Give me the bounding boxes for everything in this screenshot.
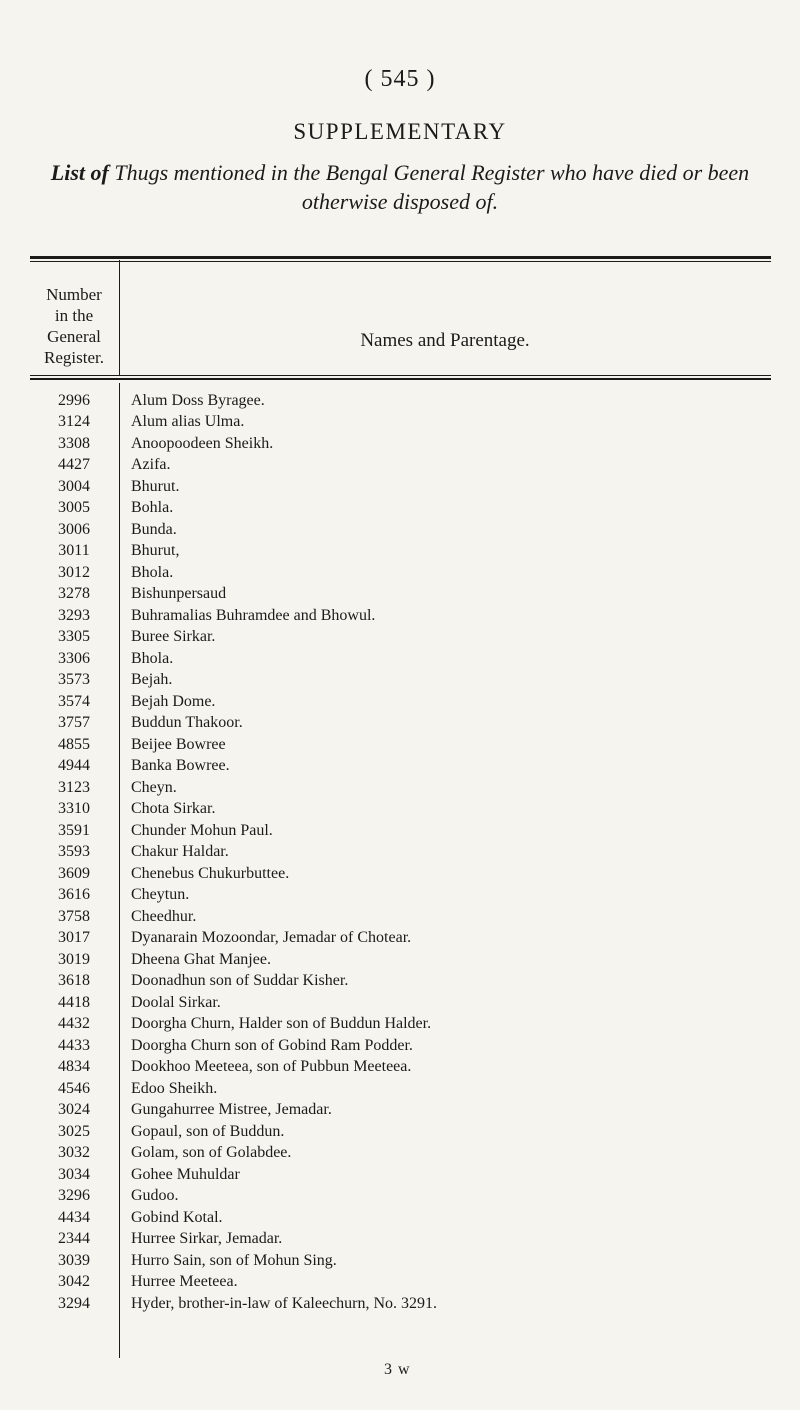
table-row [30, 863, 771, 885]
name-parentage: Doolal Sirkar. [131, 993, 221, 1011]
name-parentage: Cheytun. [131, 886, 190, 904]
register-number: 3025 [58, 1122, 90, 1140]
register-number: 3758 [58, 907, 90, 925]
table-row [30, 433, 771, 455]
register-number: 3123 [58, 778, 90, 796]
register-number: 3042 [58, 1273, 90, 1291]
name-parentage: Banka Bowree. [131, 757, 230, 775]
table-row [30, 1272, 771, 1294]
name-parentage: Bunda. [131, 520, 177, 538]
subtitle-part-2: Thugs mentioned in the Bengal General Register who have died or been otherwise disposed of. [108, 160, 750, 214]
name-parentage: Bohla. [131, 499, 174, 517]
header-number-line: General [47, 327, 101, 346]
table-row [30, 949, 771, 971]
name-parentage: Chunder Mohun Paul. [131, 821, 273, 839]
name-parentage: Chenebus Chukurbuttee. [131, 864, 290, 882]
name-parentage: Bhurut, [131, 542, 180, 560]
header-bottom-rule [30, 375, 771, 380]
table-row [30, 412, 771, 434]
table-row [30, 971, 771, 993]
name-parentage: Cheedhur. [131, 907, 197, 925]
name-parentage: Hurree Meeteea. [131, 1273, 238, 1291]
table-row [30, 992, 771, 1014]
register-number: 3017 [58, 929, 90, 947]
table-row [30, 498, 771, 520]
name-parentage: Chota Sirkar. [131, 800, 216, 818]
table-row [30, 1121, 771, 1143]
table-row [30, 1207, 771, 1229]
table-row [30, 756, 771, 778]
register-number: 3034 [58, 1165, 90, 1183]
name-parentage: Gopaul, son of Buddun. [131, 1122, 285, 1140]
register-number: 3124 [58, 413, 90, 431]
name-parentage: Anoopoodeen Sheikh. [131, 434, 274, 452]
table-row [30, 799, 771, 821]
name-parentage: Bhola. [131, 563, 174, 581]
name-parentage: Cheyn. [131, 778, 177, 796]
table-row [30, 1143, 771, 1165]
top-rule [30, 256, 771, 262]
table-row [30, 541, 771, 563]
register-number: 4834 [58, 1058, 90, 1076]
register-number: 3308 [58, 434, 90, 452]
table-row [30, 390, 771, 412]
register-table [30, 390, 771, 1315]
header-divider [119, 260, 120, 375]
name-parentage: Doorgha Churn, Halder son of Buddun Halder. [131, 1015, 432, 1033]
register-number: 3593 [58, 843, 90, 861]
register-number: 3609 [58, 864, 90, 882]
register-number: 3012 [58, 563, 90, 581]
name-parentage: Dookhoo Meeteea, son of Pubbun Meeteea. [131, 1058, 412, 1076]
header-number-line: Register. [44, 348, 104, 367]
register-number: 3306 [58, 649, 90, 667]
name-parentage: Bishunpersaud [131, 585, 227, 603]
register-number: 3011 [58, 542, 90, 560]
header-number-column [30, 284, 118, 368]
register-number: 4944 [58, 757, 90, 775]
register-number: 3294 [58, 1294, 90, 1312]
table-row [30, 1250, 771, 1272]
table-row [30, 605, 771, 627]
register-number: 4546 [58, 1079, 90, 1097]
name-parentage: Buhramalias Buhramdee and Bhowul. [131, 606, 376, 624]
table-row [30, 1164, 771, 1186]
name-parentage: Gobind Kotal. [131, 1208, 223, 1226]
register-number: 3005 [58, 499, 90, 517]
register-number: 4418 [58, 993, 90, 1011]
register-number: 3591 [58, 821, 90, 839]
table-row [30, 820, 771, 842]
page-number: ( 545 ) [364, 66, 436, 92]
name-parentage: Gudoo. [131, 1187, 179, 1205]
name-parentage: Golam, son of Golabdee. [131, 1144, 292, 1162]
table-row [30, 627, 771, 649]
name-parentage: Beijee Bowree [131, 735, 226, 753]
register-number: 4432 [58, 1015, 90, 1033]
name-parentage: Doonadhun son of Suddar Kisher. [131, 972, 349, 990]
header-names-column: Names and Parentage. [360, 330, 530, 351]
table-row [30, 1186, 771, 1208]
page-subtitle [30, 158, 770, 216]
name-parentage: Buddun Thakoor. [131, 714, 243, 732]
register-number: 3039 [58, 1251, 90, 1269]
signature-mark: 3 w [384, 1361, 411, 1378]
table-row [30, 777, 771, 799]
register-number: 2344 [58, 1230, 90, 1248]
name-parentage: Azifa. [131, 456, 171, 474]
table-row [30, 1229, 771, 1251]
register-number: 3574 [58, 692, 90, 710]
name-parentage: Hurro Sain, son of Mohun Sing. [131, 1251, 337, 1269]
register-number: 3618 [58, 972, 90, 990]
header-number-line: Number [46, 285, 102, 304]
table-row [30, 906, 771, 928]
name-parentage: Gungahurree Mistree, Jemadar. [131, 1101, 332, 1119]
table-row [30, 1078, 771, 1100]
table-row [30, 670, 771, 692]
register-number: 3032 [58, 1144, 90, 1162]
table-row [30, 691, 771, 713]
register-number: 4434 [58, 1208, 90, 1226]
register-number: 3296 [58, 1187, 90, 1205]
register-number: 3616 [58, 886, 90, 904]
table-row [30, 562, 771, 584]
register-number: 3293 [58, 606, 90, 624]
table-row [30, 455, 771, 477]
name-parentage: Hyder, brother-in-law of Kaleechurn, No. 3291. [131, 1294, 438, 1312]
name-parentage: Dheena Ghat Manjee. [131, 950, 271, 968]
name-parentage: Edoo Sheikh. [131, 1079, 218, 1097]
table-row [30, 1100, 771, 1122]
register-number: 3004 [58, 477, 90, 495]
table-row [30, 648, 771, 670]
table-row [30, 842, 771, 864]
table-row [30, 519, 771, 541]
name-parentage: Gohee Muhuldar [131, 1165, 240, 1183]
table-row [30, 584, 771, 606]
name-parentage: Alum alias Ulma. [131, 413, 245, 431]
table-row [30, 885, 771, 907]
table-row [30, 1293, 771, 1315]
table-row [30, 1035, 771, 1057]
name-parentage: Dyanarain Mozoondar, Jemadar of Chotear. [131, 929, 412, 947]
name-parentage: Bhurut. [131, 477, 180, 495]
register-number: 4433 [58, 1036, 90, 1054]
header-number-line: in the [54, 306, 94, 325]
table-row [30, 734, 771, 756]
register-number: 3006 [58, 520, 90, 538]
register-number: 3019 [58, 950, 90, 968]
table-row [30, 928, 771, 950]
name-parentage: Bejah. [131, 671, 173, 689]
register-number: 3757 [58, 714, 90, 732]
register-number: 3024 [58, 1101, 90, 1119]
register-number: 4427 [58, 456, 90, 474]
register-number: 3310 [58, 800, 90, 818]
register-number: 2996 [58, 391, 90, 409]
table-row [30, 1014, 771, 1036]
table-row [30, 476, 771, 498]
name-parentage: Buree Sirkar. [131, 628, 216, 646]
name-parentage: Bhola. [131, 649, 174, 667]
register-number: 3305 [58, 628, 90, 646]
register-number: 3278 [58, 585, 90, 603]
name-parentage: Chakur Haldar. [131, 843, 229, 861]
register-number: 4855 [58, 735, 90, 753]
page-heading: SUPPLEMENTARY [293, 119, 507, 144]
name-parentage: Hurree Sirkar, Jemadar. [131, 1230, 283, 1248]
table-row [30, 713, 771, 735]
register-number: 3573 [58, 671, 90, 689]
name-parentage: Bejah Dome. [131, 692, 216, 710]
name-parentage: Alum Doss Byragee. [131, 391, 265, 409]
name-parentage: Doorgha Churn son of Gobind Ram Podder. [131, 1036, 413, 1054]
subtitle-part-1: List of [50, 160, 109, 185]
table-row [30, 1057, 771, 1079]
